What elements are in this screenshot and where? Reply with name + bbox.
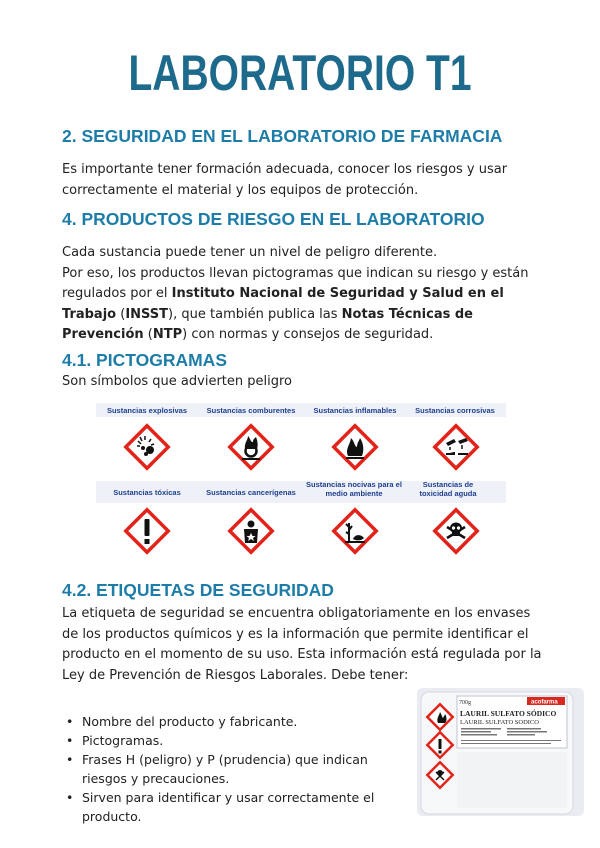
pictogram-label: Sustancias explosivas bbox=[106, 406, 188, 415]
corrosive-icon bbox=[432, 423, 480, 471]
explosive-icon bbox=[123, 423, 171, 471]
product-name-1: LAURIL SULFATO SÓDICO bbox=[460, 709, 557, 718]
section-4-2-heading: 4.2. ETIQUETAS DE SEGURIDAD bbox=[62, 580, 334, 600]
section-4-line1: Cada sustancia puede tener un nivel de peligro diferente. bbox=[62, 245, 438, 260]
pictogram-label: Sustancias corrosivas bbox=[415, 406, 495, 415]
section-4-text-part: ( bbox=[143, 327, 153, 342]
product-label-photo bbox=[417, 688, 584, 816]
pictogram-label: Sustancias de toxicidad aguda bbox=[419, 480, 477, 498]
exclamation-icon bbox=[123, 507, 171, 555]
list-item: • Pictogramas. bbox=[66, 731, 406, 750]
insst-acronym: INSST bbox=[125, 306, 169, 322]
list-item: • Frases H (peligro) y P (prudencia) que indican riesgos y precauciones. bbox=[66, 750, 406, 788]
section-4-2-text: La etiqueta de seguridad se encuentra obligatoriamente en los envases de los productos químicos y es la información que permite identificar el producto en el momento de su uso. Esta información está regulada por la Ley de Prevención de Riesgos Laborales. Debe tener: bbox=[62, 606, 542, 683]
pictogram-label: Sustancias tóxicas bbox=[113, 488, 181, 497]
page-title: LABORATORIO T1 bbox=[128, 45, 472, 101]
section-4-text-part: Por eso, los productos llevan pictogramas que indican su riesgo y están regulados por el bbox=[62, 265, 529, 301]
weight-text: 700g bbox=[459, 700, 471, 706]
section-2-text: Es importante tener formación adecuada, conocer los riesgos y usar correctamente el material y los equipos de protección. bbox=[62, 162, 508, 198]
brand-text: acofarma bbox=[531, 699, 558, 706]
section-4-heading: 4. PRODUCTOS DE RIESGO EN EL LABORATORIO bbox=[62, 209, 485, 229]
list-item: • Sirven para identificar y usar correctamente el producto. bbox=[66, 788, 406, 826]
section-4-1-text: Son símbolos que advierten peligro bbox=[62, 374, 292, 389]
pictogram-table bbox=[96, 403, 506, 563]
insst-name: Instituto Nacional de Seguridad y Salud en el Trabajo bbox=[62, 286, 504, 322]
pictogram-label: Sustancias nocivas para el medio ambiente bbox=[306, 480, 402, 498]
section-4-text bbox=[62, 243, 542, 346]
flammable-icon bbox=[331, 423, 379, 471]
pictogram-label: Sustancias cancerígenas bbox=[206, 488, 296, 497]
health-hazard-icon bbox=[227, 507, 275, 555]
skull-icon bbox=[432, 507, 480, 555]
section-4-text-part: ) con normas y consejos de seguridad. bbox=[182, 327, 434, 342]
pictogram-label: Sustancias comburentes bbox=[206, 406, 296, 415]
ntp-acronym: NTP bbox=[152, 327, 183, 342]
section-2-heading: 2. SEGURIDAD EN EL LABORATORIO DE FARMACIA bbox=[62, 126, 503, 146]
product-jar-illustration bbox=[417, 688, 584, 816]
pictogram-label: Sustancias inflamables bbox=[313, 406, 397, 415]
ntp-name: Notas Técnicas de Prevención bbox=[62, 306, 473, 342]
section-4-text-part: ( bbox=[116, 306, 126, 322]
environment-icon bbox=[331, 507, 379, 555]
list-item: • Nombre del producto y fabricante. bbox=[66, 712, 406, 731]
section-4-text-part: ), que también publica las bbox=[168, 306, 342, 322]
product-name-2: LAURIL SULFATO SODICO bbox=[460, 719, 539, 726]
oxidizer-icon bbox=[227, 423, 275, 471]
label-requirements-list bbox=[66, 712, 406, 826]
section-4-1-heading: 4.1. PICTOGRAMAS bbox=[62, 350, 227, 370]
